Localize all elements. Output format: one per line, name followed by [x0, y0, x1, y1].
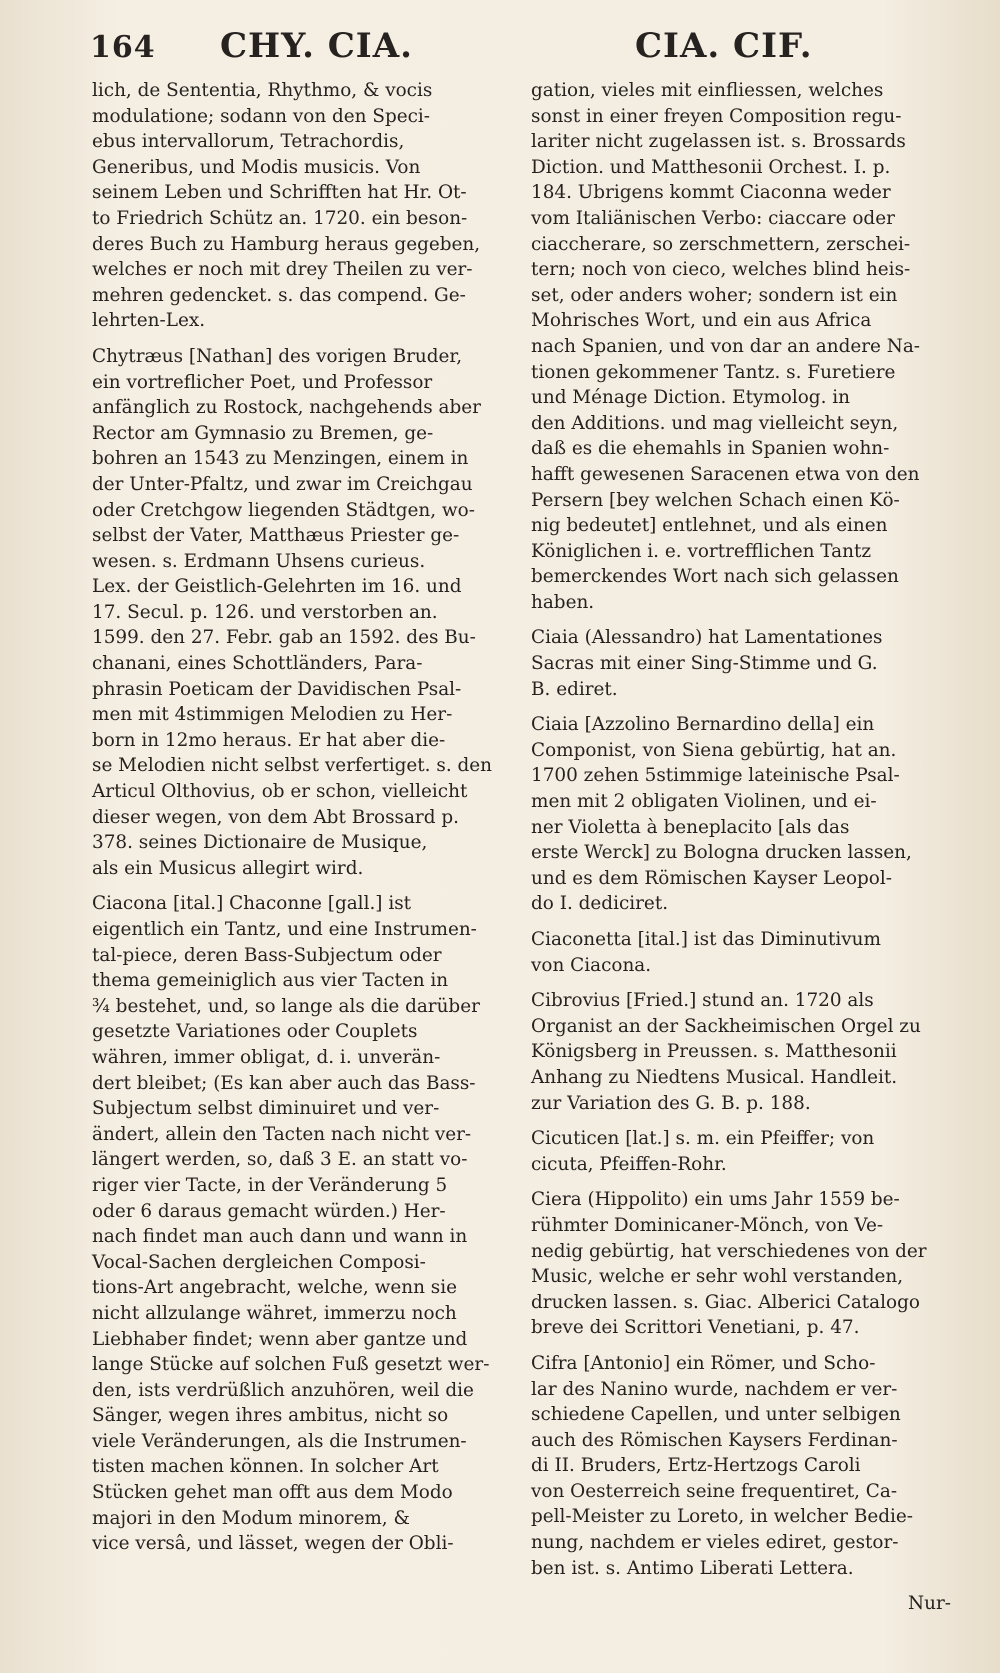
text-line: lariter nicht zugelassen ist. s. Brossards: [531, 131, 906, 153]
text-line: rühmter Dominicaner-Mönch, von Ve-: [531, 1214, 884, 1236]
text-line: Lex. der Geistlich-Gelehrten im 16. und: [92, 576, 462, 598]
text-line: 1599. den 27. Febr. gab an 1592. des Bu-: [92, 627, 476, 649]
text-line: Ciaia [Azzolino Bernardino della] ein: [531, 714, 875, 736]
text-line: Ciacona [ital.] Chaconne [gall.] ist: [92, 893, 412, 915]
text-line: Ciaconetta [ital.] ist das Diminutivum: [531, 929, 881, 950]
text-line: ein vortreflicher Poet, und Professor: [92, 371, 433, 393]
text-line: Sacras mit einer Sing-Stimme und G.: [531, 653, 878, 675]
text-line: viele Veränderungen, als die Instrumen-: [92, 1430, 467, 1452]
text-line: währen, immer obligat, d. i. unverän-: [92, 1046, 441, 1068]
text-line: tal-piece, deren Bass-Subjectum oder: [92, 944, 442, 966]
text-line: oder 6 daraus gemacht würden.) Her-: [92, 1200, 446, 1222]
text-line: tern; noch von cieco, welches blind heis-: [531, 259, 911, 281]
text-line: lange Stücke auf solchen Fuß gesetzt wer-: [92, 1354, 490, 1376]
text-line: bohren an 1543 zu Menzingen, einem in: [92, 448, 469, 470]
text-line: to Friedrich Schütz an. 1720. ein beson-: [92, 207, 468, 229]
text-line: nach findet man auch dann und wann in: [92, 1226, 468, 1248]
dictionary-entry: [92, 891, 512, 1556]
text-line: tionen gekommener Tantz. s. Furetiere: [531, 361, 896, 383]
text-line: ner Violetta à beneplacito [als das: [531, 816, 850, 838]
text-line: ciaccherare, so zerschmettern, zerschei-: [531, 233, 911, 255]
text-line: eigentlich ein Tantz, und eine Instrumen-: [92, 919, 477, 940]
text-line: Vocal-Sachen dergleichen Composi-: [92, 1251, 426, 1273]
text-line: 378. seines Dictionaire de Musique,: [92, 832, 428, 854]
text-line: anfänglich zu Rostock, nachgehends aber: [92, 397, 481, 419]
running-head: [90, 22, 960, 72]
text-line: auch des Römischen Kaysers Ferdinan-: [531, 1429, 898, 1451]
text-line: drucken lassen. s. Giac. Alberici Catalogo: [531, 1291, 920, 1313]
text-line: ebus intervallorum, Tetrachordis,: [92, 131, 405, 153]
text-line: Subjectum selbst diminuiret und ver-: [92, 1098, 440, 1120]
text-line: den Additions. und mag vielleicht seyn,: [531, 412, 899, 434]
text-line: Diction. und Matthesonii Orchest. I. p.: [531, 156, 891, 178]
text-line: modulatione; sodann von den Speci-: [92, 105, 431, 127]
text-line: Cifra [Antonio] ein Römer, und Scho-: [531, 1352, 876, 1374]
left-column: [92, 78, 512, 1567]
text-line: Cicuticen [lat.] s. m. ein Pfeiffer; von: [531, 1128, 875, 1150]
text-line: tisten machen können. In solcher Art: [92, 1456, 439, 1478]
text-line: nig bedeutet] entlehnet, und als einen: [531, 515, 888, 537]
text-line: hafft gewesenen Saracenen etwa von den: [531, 463, 920, 485]
text-line: breve dei Scrittori Venetiani, p. 47.: [531, 1317, 860, 1339]
text-line: Componist, von Siena gebürtig, hat an.: [531, 739, 897, 761]
text-line: wesen. s. Erdmann Uhsens curieus.: [92, 550, 426, 572]
text-line: men mit 4stimmigen Melodien zu Her-: [92, 704, 453, 726]
text-line: schiedene Capellen, und unter selbigen: [531, 1404, 901, 1426]
text-line: tions-Art angebracht, welche, wenn sie: [92, 1277, 457, 1299]
text-line: riger vier Tacte, in der Veränderung 5: [92, 1174, 448, 1196]
text-line: set, oder anders woher; sondern ist ein: [531, 284, 898, 306]
left-running-title: CHY. CIA.: [220, 26, 413, 66]
text-line: Stücken gehet man offt aus dem Modo: [92, 1482, 453, 1504]
text-line: haben.: [531, 591, 595, 613]
text-line: oder Cretchgow liegenden Städtgen, wo-: [92, 499, 475, 521]
text-line: längert werden, so, daß 3 E. an statt vo-: [92, 1149, 468, 1171]
text-line: Königsberg in Preussen. s. Matthesonii: [531, 1041, 897, 1063]
text-line: mehren gedencket. s. das compend. Ge-: [92, 284, 466, 306]
text-line: dieser wegen, von dem Abt Brossard p.: [92, 806, 459, 828]
text-line: men mit 2 obligaten Violinen, und ei-: [531, 791, 877, 813]
text-line: vice versâ, und lässet, wegen der Obli-: [92, 1533, 454, 1555]
text-line: seinem Leben und Schrifften hat Hr. Ot-: [92, 182, 467, 204]
text-line: Anhang zu Niedtens Musical. Handleit.: [531, 1066, 898, 1088]
page-number: 164: [90, 30, 156, 65]
text-line: erste Werck] zu Bologna drucken lassen,: [531, 842, 912, 864]
text-line: den, ists verdrüßlich anzuhören, weil die: [92, 1379, 474, 1401]
text-line: welches er noch mit drey Theilen zu ver-: [92, 259, 473, 281]
text-line: phrasin Poeticam der Davidischen Psal-: [92, 678, 462, 700]
text-line: lich, de Sententia, Rhythmo, & vocis: [92, 80, 433, 101]
text-line: Ciera (Hippolito) ein ums Jahr 1559 be-: [531, 1189, 900, 1211]
right-column: [531, 78, 951, 1617]
text-line: ¾ bestehet, und, so lange als die darüber: [92, 995, 480, 1017]
text-line: se Melodien nicht selbst verfertiget. s. den: [92, 755, 493, 777]
text-line: ändert, allein den Tacten nach nicht ver-: [92, 1123, 472, 1145]
text-line: Königlichen i. e. vortrefflichen Tantz: [531, 540, 872, 562]
text-line: und Ménage Diction. Etymolog. in: [531, 387, 850, 409]
dictionary-entry: [531, 1351, 951, 1581]
text-line: nach Spanien, und von dar an andere Na-: [531, 335, 921, 357]
text-line: 1700 zehen 5stimmige lateinische Psal-: [531, 765, 900, 787]
text-line: lehrten-Lex.: [92, 310, 206, 332]
text-line: B. ediret.: [531, 678, 618, 700]
text-line: gesetzte Variationes oder Couplets: [92, 1021, 418, 1043]
dictionary-entry: [531, 625, 951, 702]
text-line: nung, nachdem er vieles ediret, gestor-: [531, 1532, 899, 1554]
text-line: Ciaia (Alessandro) hat Lamentationes: [531, 627, 883, 649]
text-line: bemerckendes Wort nach sich gelassen: [531, 566, 899, 588]
text-line: majori in den Modum minorem, &: [92, 1507, 410, 1529]
text-line: Liebhaber findet; wenn aber gantze und: [92, 1328, 468, 1350]
text-line: chanani, eines Schottländers, Para-: [92, 653, 423, 675]
text-line: daß es die ehemahls in Spanien wohn-: [531, 438, 890, 460]
text-line: Music, welche er sehr wohl verstanden,: [531, 1266, 904, 1288]
text-line: lar des Nanino wurde, nachdem er ver-: [531, 1378, 898, 1400]
text-line: Sänger, wegen ihres ambitus, nicht so: [92, 1405, 449, 1427]
dictionary-entry: [531, 1187, 951, 1341]
text-line: gation, vieles mit einfliessen, welches: [531, 80, 884, 101]
text-line: born in 12mo heraus. Er hat aber die-: [92, 729, 446, 751]
text-line: cicuta, Pfeiffen-Rohr.: [531, 1153, 727, 1175]
text-line: Chytræus [Nathan] des vorigen Bruder,: [92, 345, 463, 367]
text-line: pell-Meister zu Loreto, in welcher Bedie-: [531, 1506, 913, 1528]
text-line: deres Buch zu Hamburg heraus gegeben,: [92, 233, 481, 255]
text-line: zur Variation des G. B. p. 188.: [531, 1092, 811, 1114]
text-line: sonst in einer freyen Composition regu-: [531, 105, 902, 127]
text-line: Rector am Gymnasio zu Bremen, ge-: [92, 422, 434, 444]
dictionary-entry: [531, 988, 951, 1116]
text-line: von Oesterreich seine frequentiret, Ca-: [531, 1480, 898, 1502]
text-line: selbst der Vater, Matthæus Priester ge-: [92, 525, 460, 547]
dictionary-entry: [531, 927, 951, 978]
text-line: nedig gebürtig, hat verschiedenes von der: [531, 1240, 927, 1262]
dictionary-entry: [92, 344, 512, 881]
dictionary-entry: [531, 1126, 951, 1177]
text-line: Persern [bey welchen Schach einen Kö-: [531, 489, 900, 511]
dictionary-entry: [92, 78, 512, 334]
text-line: thema gemeiniglich aus vier Tacten in: [92, 970, 449, 992]
text-line: 184. Ubrigens kommt Ciaconna weder: [531, 182, 891, 204]
text-line: dert bleibet; (Es kan aber auch das Bass-: [92, 1072, 476, 1094]
text-line: 17. Secul. p. 126. und verstorben an.: [92, 601, 438, 623]
text-line: Generibus, und Modis musicis. Von: [92, 156, 421, 178]
dictionary-entry: [531, 712, 951, 917]
text-line: do I. dediciret.: [531, 893, 669, 915]
text-line: als ein Musicus allegirt wird.: [92, 857, 364, 879]
text-line: nicht allzulange währet, immerzu noch: [92, 1302, 457, 1324]
text-line: di II. Bruders, Ertz-Hertzogs Caroli: [531, 1455, 861, 1477]
dictionary-entry: [531, 78, 951, 615]
text-line: Mohrisches Wort, und ein aus Africa: [531, 310, 872, 332]
text-line: ben ist. s. Antimo Liberati Lettera.: [531, 1557, 854, 1579]
catchword: Nur-: [908, 1593, 951, 1615]
text-line: vom Italiänischen Verbo: ciaccare oder: [531, 207, 895, 229]
text-line: der Unter-Pfaltz, und zwar im Creichgau: [92, 473, 473, 495]
text-line: Organist an der Sackheimischen Orgel zu: [531, 1015, 921, 1037]
text-line: und es dem Römischen Kayser Leopol-: [531, 867, 892, 889]
text-line: Cibrovius [Fried.] stund an. 1720 als: [531, 990, 874, 1012]
right-running-title: CIA. CIF.: [635, 26, 813, 66]
text-line: Articul Olthovius, ob er schon, vielleicht: [92, 781, 468, 803]
text-line: von Ciacona.: [531, 954, 652, 976]
